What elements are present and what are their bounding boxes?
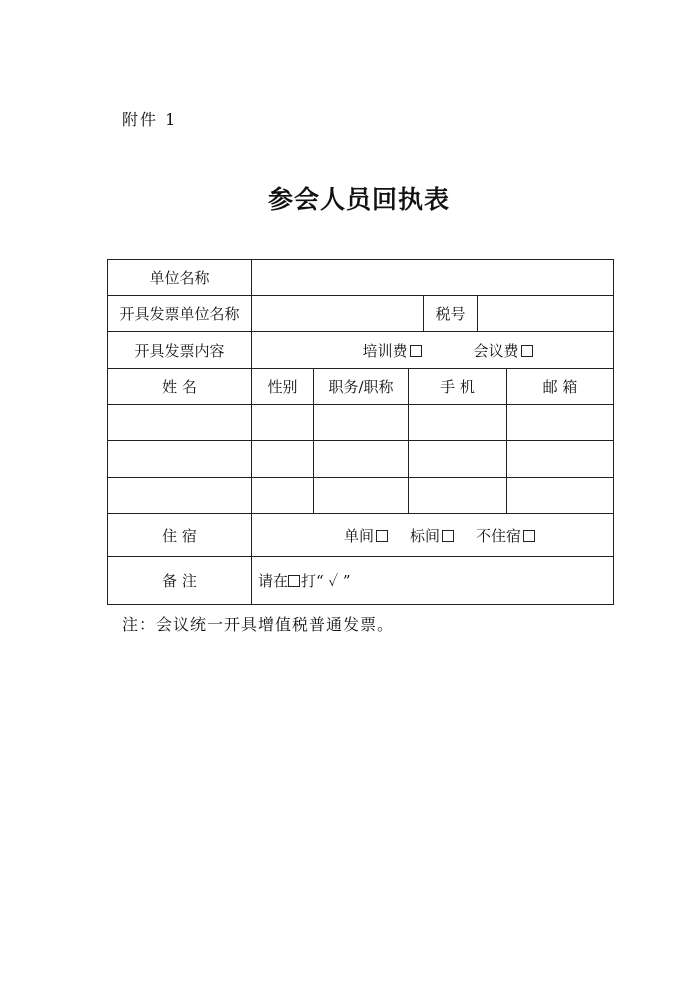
invoice-unit-field[interactable] <box>252 296 423 331</box>
checkbox-icon[interactable] <box>523 530 535 542</box>
remarks-content <box>252 557 613 604</box>
lodging-option-single[interactable] <box>344 525 388 546</box>
lodging-options <box>252 514 613 556</box>
col-header-gender: 性别 <box>267 378 298 396</box>
tax-id-field[interactable] <box>478 296 613 331</box>
footer-note: 注：会议统一开具增值税普通发票。 <box>122 615 395 634</box>
attendee-name-field[interactable] <box>108 478 251 513</box>
lodging-option-standard-label: 标间 <box>409 526 440 545</box>
checkbox-icon <box>288 575 300 587</box>
invoice-content-label: 开具发票内容 <box>134 341 225 360</box>
checkbox-icon[interactable] <box>521 345 533 357</box>
checkbox-icon[interactable] <box>410 345 422 357</box>
unit-name-field[interactable] <box>252 260 613 295</box>
page-title: 参会人员回执表 <box>267 185 450 214</box>
col-header-name: 姓 名 <box>162 378 197 396</box>
lodging-option-none-label: 不住宿 <box>476 526 522 545</box>
invoice-option-meeting-label: 会议费 <box>473 341 519 360</box>
lodging-option-none[interactable] <box>476 525 535 546</box>
remarks-text-post: 打“ ✓ ” <box>301 572 351 590</box>
invoice-content-options <box>252 332 613 368</box>
invoice-option-training-label: 培训费 <box>362 341 408 360</box>
lodging-label: 住 宿 <box>162 526 197 545</box>
lodging-option-single-label: 单间 <box>343 526 374 545</box>
registration-form-table <box>107 259 614 605</box>
attendee-name-field[interactable] <box>108 441 251 477</box>
unit-name-label: 单位名称 <box>149 269 210 287</box>
col-header-phone: 手 机 <box>440 378 475 396</box>
tax-id-label: 税号 <box>435 305 466 323</box>
invoice-option-meeting[interactable] <box>474 340 533 361</box>
remarks-text-pre: 请在 <box>258 572 289 590</box>
invoice-option-training[interactable] <box>362 340 421 361</box>
attachment-label: 附件 1 <box>122 110 178 129</box>
remarks-label: 备 注 <box>162 572 197 590</box>
lodging-option-standard[interactable] <box>410 525 454 546</box>
col-header-position: 职务/职称 <box>328 378 394 396</box>
checkbox-icon[interactable] <box>376 530 388 542</box>
attendee-name-field[interactable] <box>108 405 251 440</box>
col-header-email: 邮 箱 <box>542 378 578 396</box>
checkbox-icon[interactable] <box>442 530 454 542</box>
invoice-unit-label: 开具发票单位名称 <box>119 305 240 323</box>
